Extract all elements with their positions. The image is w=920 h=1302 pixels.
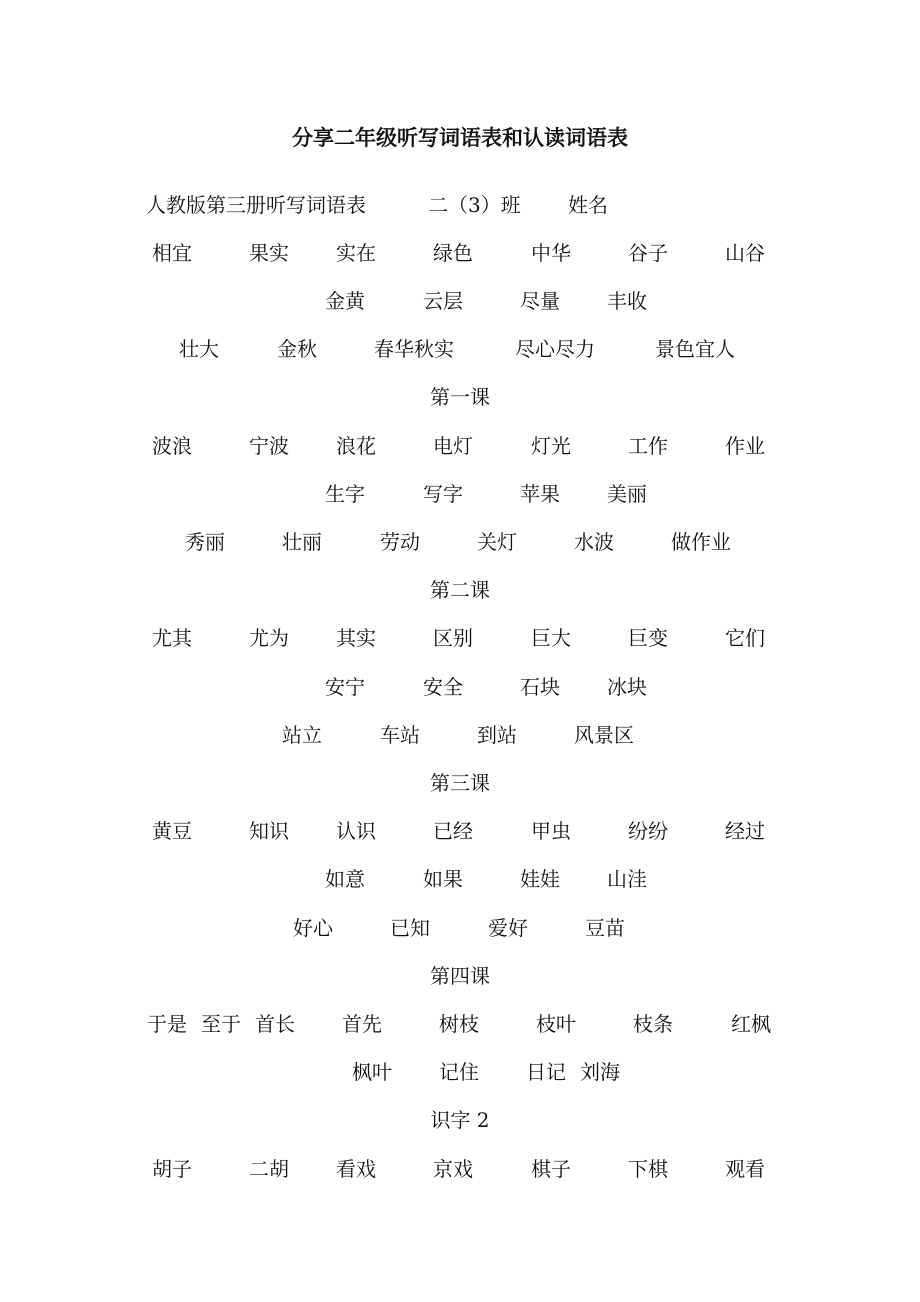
word: 它们 — [725, 626, 765, 650]
word: 如果 — [423, 867, 463, 891]
word: 山洼 — [607, 867, 647, 891]
word: 经过 — [725, 819, 765, 843]
word: 豆苗 — [585, 916, 625, 940]
word: 二胡 — [249, 1157, 289, 1181]
word: 认识 — [336, 819, 376, 843]
word: 灯光 — [531, 434, 571, 458]
lesson-heading: 第三课 — [430, 771, 490, 795]
word: 知识 — [249, 819, 289, 843]
word: 绿色 — [433, 241, 473, 265]
page-title: 分享二年级听写词语表和认读词语表 — [292, 126, 628, 150]
word-row — [0, 286, 920, 316]
word: 下棋 — [628, 1157, 668, 1181]
word: 刘海 — [580, 1060, 620, 1084]
word: 工作 — [628, 434, 668, 458]
header-line — [0, 190, 920, 220]
word-row — [0, 334, 920, 364]
word: 实在 — [336, 241, 376, 265]
word: 日记 — [526, 1060, 566, 1084]
word: 好心 — [293, 916, 333, 940]
word: 巨大 — [531, 626, 571, 650]
word: 枫叶 — [352, 1060, 392, 1084]
word: 黄豆 — [152, 819, 192, 843]
word: 浪花 — [336, 434, 376, 458]
word: 胡子 — [152, 1157, 192, 1181]
word: 甲虫 — [531, 819, 571, 843]
word-row — [0, 479, 920, 509]
name-label: 姓名 — [568, 193, 608, 217]
word: 车站 — [380, 723, 420, 747]
word: 水波 — [574, 530, 614, 554]
word: 已知 — [390, 916, 430, 940]
word: 记住 — [439, 1060, 479, 1084]
word: 枝叶 — [536, 1012, 576, 1036]
word: 看戏 — [336, 1157, 376, 1181]
word: 金黄 — [325, 289, 365, 313]
word: 做作业 — [671, 530, 731, 554]
word: 生字 — [325, 482, 365, 506]
word: 区别 — [433, 626, 473, 650]
word: 壮丽 — [282, 530, 322, 554]
word-row — [0, 816, 920, 846]
word: 劳动 — [380, 530, 420, 554]
word: 果实 — [249, 241, 289, 265]
word: 宁波 — [249, 434, 289, 458]
word-row — [0, 527, 920, 557]
word: 站立 — [282, 723, 322, 747]
word: 春华秋实 — [374, 337, 454, 361]
word: 棋子 — [531, 1157, 571, 1181]
word: 景色宜人 — [655, 337, 735, 361]
word-row — [0, 1057, 920, 1087]
word: 山谷 — [725, 241, 765, 265]
word: 尽量 — [520, 289, 560, 313]
word: 中华 — [531, 241, 571, 265]
word: 至于 — [201, 1012, 241, 1036]
word: 首先 — [342, 1012, 382, 1036]
word: 娃娃 — [520, 867, 560, 891]
word: 冰块 — [607, 675, 647, 699]
word: 安全 — [423, 675, 463, 699]
word: 风景区 — [574, 723, 634, 747]
word: 谷子 — [628, 241, 668, 265]
word: 秀丽 — [185, 530, 225, 554]
lesson-heading: 识字 2 — [430, 1108, 490, 1132]
word: 枝条 — [633, 1012, 673, 1036]
word: 壮大 — [179, 337, 219, 361]
word: 作业 — [725, 434, 765, 458]
word: 于是 — [147, 1012, 187, 1036]
word: 巨变 — [628, 626, 668, 650]
word: 已经 — [433, 819, 473, 843]
word: 观看 — [725, 1157, 765, 1181]
word: 美丽 — [607, 482, 647, 506]
word: 京戏 — [433, 1157, 473, 1181]
word-row — [0, 623, 920, 653]
word: 丰收 — [607, 289, 647, 313]
word: 安宁 — [325, 675, 365, 699]
word: 相宜 — [152, 241, 192, 265]
word: 电灯 — [433, 434, 473, 458]
class-label: 二（3）班 — [428, 193, 521, 217]
lesson-heading: 第四课 — [430, 964, 490, 988]
word-row — [0, 1154, 920, 1184]
word-row — [0, 864, 920, 894]
word: 波浪 — [152, 434, 192, 458]
word: 如意 — [325, 867, 365, 891]
word: 红枫 — [731, 1012, 771, 1036]
word: 金秋 — [277, 337, 317, 361]
word-row — [0, 720, 920, 750]
word: 尤为 — [249, 626, 289, 650]
book-label: 人教版第三册听写词语表 — [146, 193, 366, 217]
word-row — [0, 672, 920, 702]
word: 到站 — [477, 723, 517, 747]
word-row — [0, 1009, 920, 1039]
word-row — [0, 913, 920, 943]
word-row — [0, 431, 920, 461]
word: 爱好 — [488, 916, 528, 940]
word: 树枝 — [439, 1012, 479, 1036]
word: 尽心尽力 — [515, 337, 595, 361]
word: 首长 — [255, 1012, 295, 1036]
word: 尤其 — [152, 626, 192, 650]
word: 云层 — [423, 289, 463, 313]
word: 写字 — [423, 482, 463, 506]
word: 石块 — [520, 675, 560, 699]
lesson-heading: 第二课 — [430, 578, 490, 602]
word: 苹果 — [520, 482, 560, 506]
word: 其实 — [336, 626, 376, 650]
lesson-heading: 第一课 — [430, 385, 490, 409]
word-row — [0, 238, 920, 268]
word: 关灯 — [477, 530, 517, 554]
word: 纷纷 — [628, 819, 668, 843]
